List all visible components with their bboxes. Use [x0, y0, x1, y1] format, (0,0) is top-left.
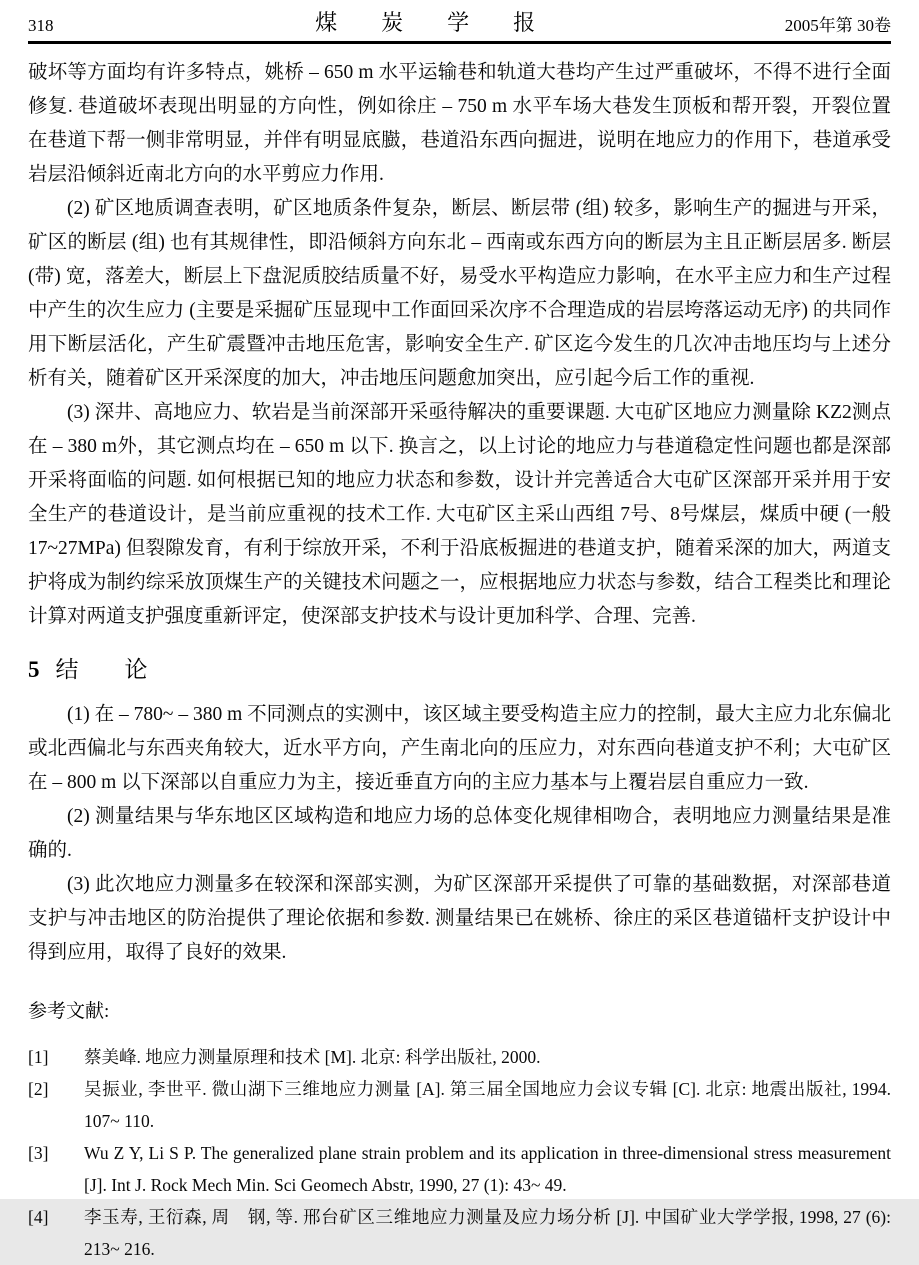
section-number: 5: [28, 657, 40, 682]
journal-title: 煤 炭 学 报: [315, 10, 536, 35]
reference-text: Wu Z Y, Li S P. The generalized plane strain problem and its application in three-dimensional stress measurement [J]. Int J. Rock Mech Min. Sci Geomech Abstr, 1990, 27 (1): 43~ 49.: [84, 1142, 891, 1195]
reference-text: 蔡美峰. 地应力测量原理和技术 [M]. 北京: 科学出版社, 2000.: [84, 1046, 541, 1067]
references-list: [28, 1041, 891, 1265]
conclusion-2: (2) 测量结果与华东地区区域构造和地应力场的总体变化规律相吻合，表明地应力测量结果是准确的.: [28, 805, 891, 861]
page-number: 318: [28, 16, 54, 35]
page-header: [28, 12, 891, 44]
conclusion-1: (1) 在 – 780~ – 380 m 不同测点的实测中，该区域主要受构造主应力的控制，最大主应力北东偏北或北西偏北与东西夹角较大，近水平方向，产生南北向的压应力，对东西向巷道支护不利；大屯矿区在 – 800 m 以下深部以自重应力为主，接近垂直方向的主应力基本与上覆岩层自重应力一致.: [28, 703, 891, 793]
reference-item: [28, 1137, 891, 1201]
reference-item: [28, 1073, 891, 1137]
conclusion-3: (3) 此次地应力测量多在较深和深部实测，为矿区深部开采提供了可靠的基础数据，对深部巷道支护与冲击地区的防治提供了理论依据和参数. 测量结果已在姚桥、徐庄的采区巷道锚杆支护设计中得到应用，取得了良好的效果.: [28, 873, 891, 963]
paragraph-point-2: (2) 矿区地质调查表明，矿区地质条件复杂，断层、断层带 (组) 较多，影响生产的掘进与开采，矿区的断层 (组) 也有其规律性，即沿倾斜方向东北 – 西南或东西方向的断层为主且正断层居多. 断层 (带) 宽，落差大，断层上下盘泥质胶结质量不好，易受水平构造应力影响，在水平主应力和生产过程中产生的次生应力 (主要是采掘矿压显现中工作面回采次序不合理造成的岩层垮落运动无序) 的共同作用下断层活化，产生矿震暨冲击地压危害，影响安全生产. 矿区迄今发生的几次冲击地压均与上述分析有关，随着矿区开采深度的加大，冲击地压问题愈加突出，应引起今后工作的重视.: [28, 198, 891, 389]
references-heading: 参考文献:: [28, 1000, 110, 1022]
reference-item: [28, 1201, 891, 1265]
reference-marker: [2]: [28, 1078, 49, 1099]
paragraph-continuation: 破坏等方面均有许多特点，姚桥 – 650 m 水平运输巷和轨道大巷均产生过严重破坏，不得不进行全面修复. 巷道破坏表现出明显的方向性，例如徐庄 – 750 m 水平车场大巷发生顶板和帮开裂，开裂位置在巷道下帮一侧非常明显，并伴有明显底臌，巷道沿东西向掘进，说明在地应力的作用下，巷道承受岩层沿倾斜近南北方向的水平剪应力作用.: [28, 62, 891, 185]
section-heading: [28, 656, 891, 684]
issue-info: 2005年第 30卷: [784, 16, 891, 35]
reference-text: 吴振业, 李世平. 微山湖下三维地应力测量 [A]. 第三届全国地应力会议专辑 [C]. 北京: 地震出版社, 1994. 107~ 110.: [84, 1078, 891, 1131]
reference-marker: [4]: [28, 1206, 49, 1227]
reference-item: [28, 1041, 891, 1073]
reference-text: 李玉寿, 王衍森, 周 钢, 等. 邢台矿区三维地应力测量及应力场分析 [J]. 中国矿业大学学报, 1998, 27 (6): 213~ 216.: [84, 1206, 891, 1259]
paragraph-point-3: (3) 深井、高地应力、软岩是当前深部开采亟待解决的重要课题. 大屯矿区地应力测量除 KZ2测点在 – 380 m外，其它测点均在 – 650 m 以下. 换言之，以上讨论的地应力与巷道稳定性问题也都是深部开采将面临的问题. 如何根据已知的地应力状态和参数，设计并完善适合大屯矿区深部开采并用于安全生产的巷道设计，是当前应重视的技术工作. 大屯矿区主采山西组 7号、8号煤层，煤质中硬 (一般 17~27MPa) 但裂隙发育，有利于综放开采，不利于沿底板掘进的巷道支护，随着采深的加大，两道支护将成为制约综采放顶煤生产的关键技术问题之一，应根据地应力状态与参数，结合工程类比和理论计算对两道支护强度重新评定，使深部支护技术与设计更加科学、合理、完善.: [28, 402, 891, 627]
reference-marker: [3]: [28, 1142, 49, 1163]
reference-marker: [1]: [28, 1046, 49, 1067]
page-body: [28, 44, 891, 1265]
section-title: 结 论: [55, 657, 148, 682]
